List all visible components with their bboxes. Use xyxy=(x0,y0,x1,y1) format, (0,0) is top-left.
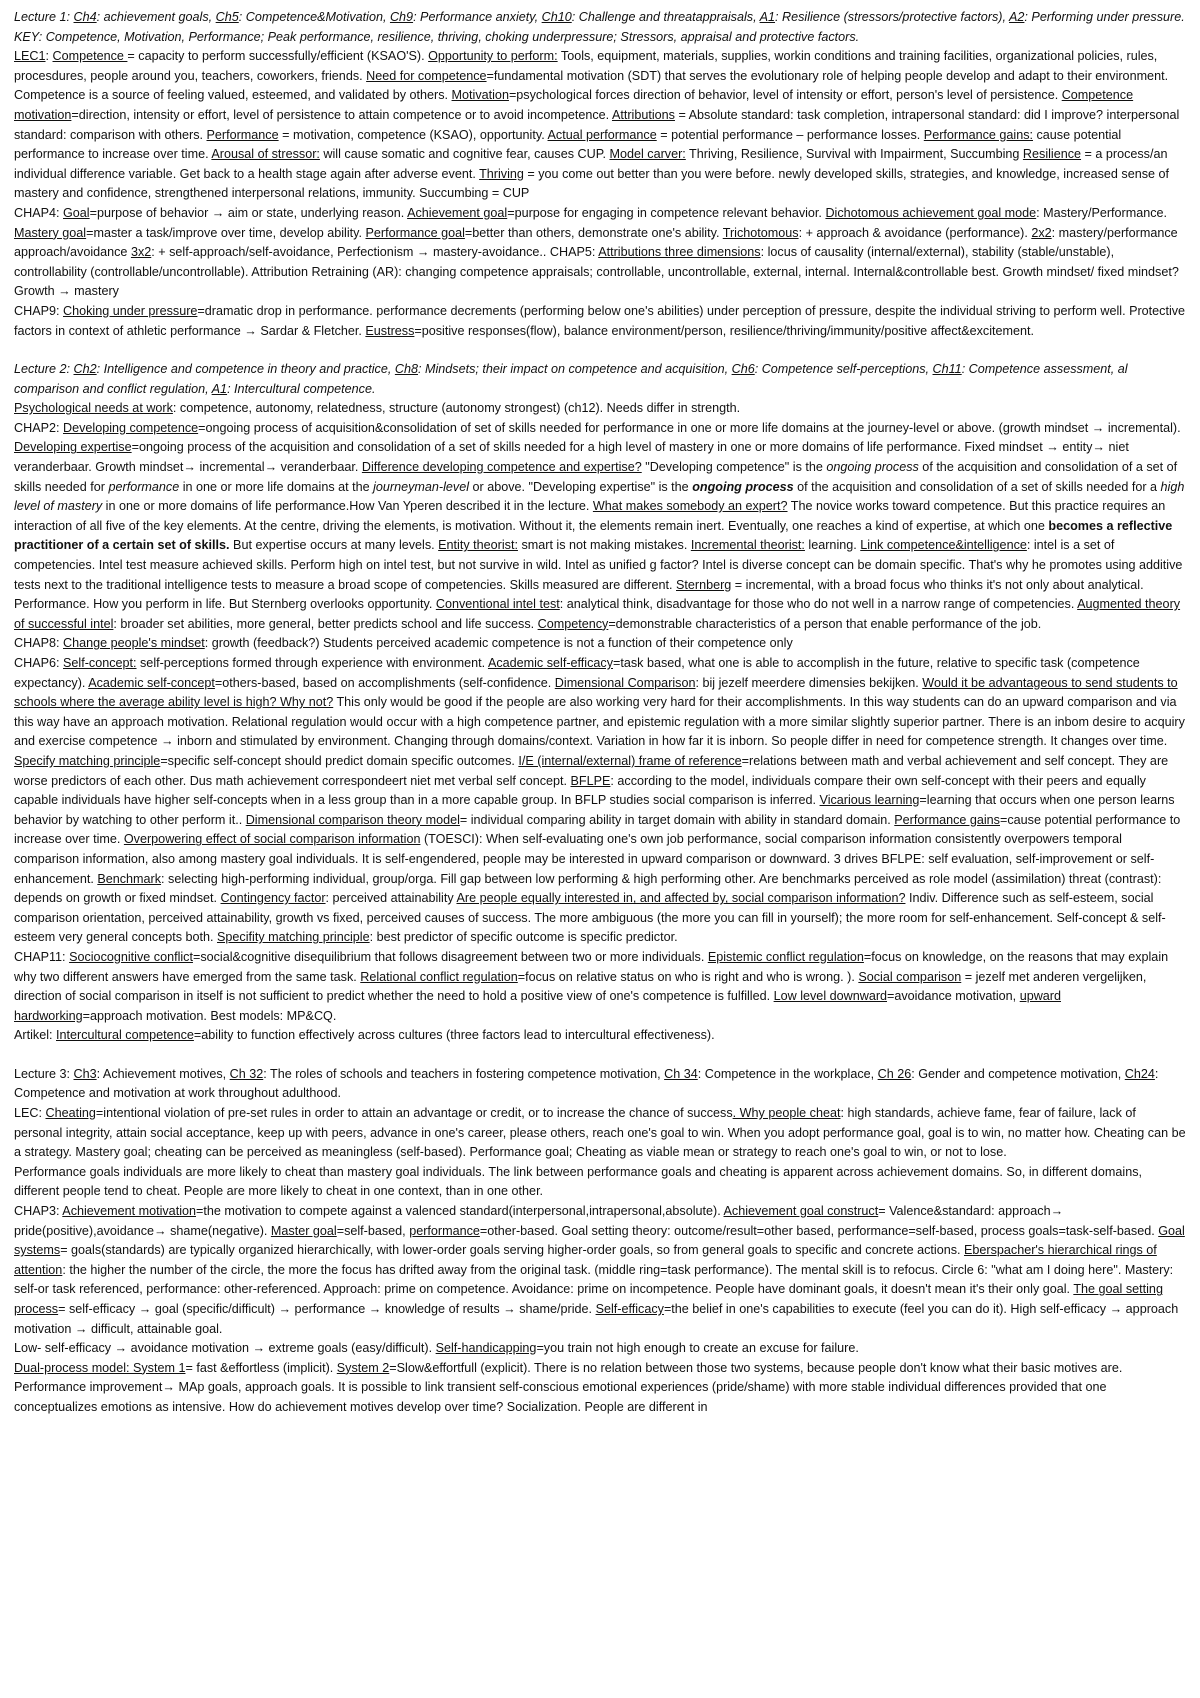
text-run: Specifity matching principle xyxy=(217,930,370,945)
lecture-3-header xyxy=(14,1065,1186,1104)
text-run: = individual comparing ability in target domain with ability in standard domain. xyxy=(459,812,895,827)
text-run: =the belief in one's capabilities to execute (feel you can do it). High self-efficacy → approach motivation → difficult, attainable goal. xyxy=(14,1302,1179,1336)
section-gap xyxy=(14,1046,1186,1065)
text-run: : Intercultural competence. xyxy=(227,381,376,396)
text-run: Epistemic conflict regulation xyxy=(707,949,864,964)
text-run: : Performance anxiety, xyxy=(413,10,542,24)
text-run: Goal xyxy=(63,205,90,220)
text-run: : Competence self-perceptions, xyxy=(754,362,933,377)
text-run: =better than others, demonstrate one's ability. xyxy=(464,225,723,240)
text-run: =avoidance motivation, xyxy=(887,989,1020,1004)
text-run: : perceived attainability xyxy=(325,891,457,906)
text-run: 2x2 xyxy=(1031,225,1052,240)
text-run: Thriving xyxy=(479,166,524,181)
lecture-2-paragraph xyxy=(14,948,1186,1026)
text-run: : bij jezelf meerdere dimensies bekijken. xyxy=(695,675,923,690)
text-run: performance xyxy=(108,479,180,494)
text-run: CHAP9: xyxy=(14,303,63,318)
text-run: =relations between math and verbal achievement and self concept. They are worse predictors of each other. Dus math achievement correspondeert niet met verbal self concept. xyxy=(14,753,1169,788)
text-run: Performance xyxy=(206,127,279,142)
text-run: Ch8 xyxy=(394,362,418,377)
text-run: =other-based. Goal setting theory: outcome/result=other based, performance=self-based, process goals=task-self-based. xyxy=(479,1223,1159,1238)
text-run: Achievement goal construct xyxy=(723,1204,879,1219)
text-run: = Valence&standard: approach→ pride(positive),avoidance→ shame(negative). xyxy=(14,1204,1064,1238)
text-run: CHAP6: xyxy=(14,656,63,670)
text-run: Indiv. Difference such as self-esteem, social comparison orientation, perceived attainability, growth vs fixed, perceived causes of success. The more ambiguous (the more you can fill in yourself); the more room for self-enhancement. Self-concept & self-esteem very general concepts both. xyxy=(14,891,1166,945)
text-run: =purpose for engaging in competence relevant behavior. xyxy=(507,205,826,220)
text-run: Dimensional comparison theory model xyxy=(245,812,460,827)
text-run: : Competence assessment, al comparison and conflict regulation, xyxy=(14,362,1128,396)
text-run: Intercultural competence xyxy=(56,1028,194,1043)
text-run: Model carver: xyxy=(609,147,686,162)
text-run: Ch4 xyxy=(73,10,97,24)
text-run: Performance goals individuals are more likely to cheat than mastery goal individuals. The link between performance goals and cheating is apparent across achievement domains. So, in different domains, different people tend to cheat. People are more likely to cheat in one context, than in one other. xyxy=(14,1164,1142,1199)
text-run: Opportunity to perform: xyxy=(428,49,558,64)
text-run: The goal setting process xyxy=(14,1282,1163,1316)
text-run: : analytical think, disadvantage for those who do not well in a narrow range of competencies. xyxy=(559,597,1078,612)
text-run: Academic self-efficacy xyxy=(487,656,613,670)
text-run: =cause potential performance to increase over time. xyxy=(14,812,1181,847)
text-run: learning. xyxy=(804,538,861,553)
text-run: Need for competence xyxy=(366,68,487,83)
text-run: Sociocognitive conflict xyxy=(69,949,193,964)
lecture-3-section xyxy=(14,1065,1186,1418)
text-run: : xyxy=(66,10,74,24)
text-run: : best predictor of specific outcome is specific predictor. xyxy=(369,930,678,945)
text-run: =ongoing process of the acquisition and consolidation of a set of skills needed for a high level of mastery in one or more domains of life performance. Fixed mindset → entity→ niet veranderbaar. Growth mindset→ incremental→ veranderbaar. xyxy=(14,440,1129,475)
text-run: Dimensional Comparison xyxy=(554,675,696,690)
lecture-2-paragraph xyxy=(14,634,1186,654)
text-run: ongoing process xyxy=(692,479,794,494)
text-run: : xyxy=(66,362,74,377)
text-run: CHAP3: xyxy=(14,1204,63,1219)
text-run: Trichotomous xyxy=(722,225,799,240)
text-run: : the higher the number of the circle, the more the focus has drifted away from the original task. (middle ring=task performance). The mental skill is to refocus. Circle 6: "what am I doing here". Mastery: self-or task referenced, performance: other-referenced. Approach: prime on competence. Avoidance: prime on incompetence. People have dominant goals, it doesn't mean it's their only goal. xyxy=(14,1262,1174,1297)
text-run: =dramatic drop in performance. performance decrements (performing below one's abilities) under perception of pressure, despite the individual striving to perform well. Protective factors in context of athletic performance → Sardar & Fletcher. xyxy=(14,303,1186,338)
text-run: =purpose of behavior → aim or state, underlying reason. xyxy=(89,205,408,220)
lecture-3-paragraph xyxy=(14,1359,1186,1418)
text-run: cause potential performance to increase over time. xyxy=(14,127,1122,162)
text-run: high level of mastery xyxy=(14,479,1185,514)
text-run: BFLPE xyxy=(570,773,611,788)
lecture-1-paragraph xyxy=(14,204,1186,302)
text-run: Conventional intel test xyxy=(435,597,560,612)
lecture-3-paragraph xyxy=(14,1104,1186,1163)
text-run: Ch 34 xyxy=(664,1066,698,1081)
text-run: : + self-approach/self-avoidance, Perfectionism → mastery-avoidance.. CHAP5: xyxy=(151,245,599,260)
text-run: =specific self-concept should predict domain specific outcomes. xyxy=(160,753,519,768)
text-run: Ch6 xyxy=(731,362,755,377)
text-run: : Performing under pressure. KEY: Competence, Motivation, Performance; Peak performance, resilience, thriving, choking underpressure; Stressors, appraisal and protective factors. xyxy=(14,10,1185,44)
text-run: =fundamental motivation (SDT) that serves the evolutionary role of helping people develop and adapt to their environment. Competence is a source of feeling valued, esteemed, and validated by others. xyxy=(14,68,1169,103)
text-run: : Mindsets; their impact on competence and acquisition, xyxy=(417,362,732,377)
text-run: Competence motivation xyxy=(14,88,1134,122)
text-run: Benchmark xyxy=(97,871,162,886)
text-run: =master a task/improve over time, develop ability. xyxy=(86,225,366,240)
text-run: A1 xyxy=(211,381,228,396)
text-run: = incremental, with a broad focus who thinks it's not only about analytical. Performance. How you perform in life. But Sternberg overlooks opportunity. xyxy=(14,577,1144,612)
text-run: = motivation, competence (KSAO), opportunity. xyxy=(278,127,548,142)
text-run: Low- self-efficacy → avoidance motivation → extreme goals (easy/difficult). xyxy=(14,1341,436,1356)
text-run: = capacity to perform successfully/efficient (KSAO'S). xyxy=(127,49,429,64)
text-run: Ch 32 xyxy=(229,1066,264,1081)
text-run: (TOESCI): When self-evaluating one's own job performance, social comparison information consistently overpowers temporal comparison information, also among mastery goal individuals. It is self-engendered, people may be interested in upward comparison or downward. 3 drives BFLPE: self evaluation, self-improvement or self-enhancement. xyxy=(14,832,1155,886)
text-run: CHAP8: xyxy=(14,636,63,651)
text-run: ongoing process xyxy=(826,460,919,475)
text-run: Tools, equipment, materials, supplies, workin conditions and training facilities, organizational policies, rules, procesdures, people around you, teachers, coworkers, friends. xyxy=(14,49,1158,83)
text-run: : Resilience (stressors/protective factors), xyxy=(775,10,1010,24)
text-run: : Competence&Motivation, xyxy=(238,10,390,24)
text-run: Dichotomous achievement goal mode xyxy=(825,205,1037,220)
text-run: Sternberg xyxy=(676,577,732,592)
text-run: : locus of causality (internal/external), stability (stable/unstable), controllability (controllable/uncontrollable). Attribution Retraining (AR): changing competence appraisals; controllable, uncontrollable, external, internal. Internal&controllable best. Growth mindset/ fixed mindset? Growth → mastery xyxy=(14,245,1179,299)
lecture-2-header xyxy=(14,360,1186,399)
text-run: CHAP11: xyxy=(14,949,70,964)
text-run: Resilience xyxy=(1022,147,1082,162)
text-run: This only would be good if the people are also working very hard for their accomplishments. In this way students can do an upward comparison and via this way have an approach motivation. Relational regulation would occur with a high competence partner, and epistemic regulation with a more similar slightly superior partner. There is an inbom desire to acquiry and exercise competence → inborn and stimulated by environment. Changing through domains/context. Variation in how far it is inborn. So people differ in need for competence strength. It changes over time. xyxy=(14,695,1185,749)
text-run: Self-concept: xyxy=(63,656,137,670)
text-run: Actual performance xyxy=(547,127,657,142)
text-run: Performance gains: xyxy=(923,127,1033,142)
text-run: =self-based, xyxy=(336,1223,410,1238)
text-run: Performance goal xyxy=(365,225,465,240)
text-run: = self-efficacy → goal (specific/difficult) → performance → knowledge of results → shame/pride. xyxy=(58,1302,596,1316)
text-run: Lecture 3: xyxy=(14,1066,74,1081)
text-run: Would it be advantageous to send students to schools where the average ability level is high? Why not? xyxy=(14,675,1178,710)
text-run: Master goal xyxy=(270,1223,337,1238)
text-run: System 2 xyxy=(336,1360,390,1375)
text-run: LEC: xyxy=(14,1106,46,1121)
text-run: Choking under pressure xyxy=(63,303,198,318)
text-run: CHAP4: xyxy=(14,205,63,220)
text-run: But expertise occurs at many levels. xyxy=(229,538,439,553)
text-run: : Mastery/Performance. xyxy=(1036,205,1168,220)
text-run: : intel is a set of competencies. Intel test measure achieved skills. Perform high on intel test, but not survive in wild. Intel as unified g factor? Intel is diverse concept can be domain specific. That's why he promotes using additive tests next to the traditional intelligence tests to measure a broad scope of competencies. Skills measured are different. xyxy=(14,538,1183,592)
text-run: A2 xyxy=(1009,10,1025,24)
text-run: : according to the model, individuals compare their own self-concept with their peers and equally capable individuals have higher self-concepts when in a less group than in a more capable group. In BFLP studies social comparison is inferred. xyxy=(14,773,1146,808)
text-run: Ch9 xyxy=(389,10,414,24)
text-run: : xyxy=(45,49,53,64)
text-run: Cheating xyxy=(45,1106,96,1121)
lecture-3-paragraph xyxy=(14,1163,1186,1202)
text-run: Social comparison xyxy=(858,969,962,984)
text-run: =others-based, based on accomplishments (self-confidence. xyxy=(214,675,555,690)
text-run: in one or more life domains at the xyxy=(179,479,374,494)
lecture-2-paragraph xyxy=(14,399,1186,419)
lecture-2-paragraph xyxy=(14,1026,1186,1046)
text-run: =you train not high enough to create an excuse for failure. xyxy=(536,1341,859,1356)
text-run: =learning that occurs when one person learns behavior by watching to other perform it.. xyxy=(14,793,1175,827)
text-run: =approach motivation. Best models: MP&CQ. xyxy=(82,1008,337,1023)
text-run: Arousal of stressor: xyxy=(211,147,320,162)
text-run: Entity theorist: xyxy=(438,538,518,553)
text-run: =intentional violation of pre-set rules in order to attain an advantage or credit, or to increase the chance of success xyxy=(95,1106,733,1121)
text-run: : Competence in the workplace, xyxy=(697,1066,878,1081)
text-run: Dual-process model: System 1 xyxy=(14,1360,186,1375)
text-run: : The roles of schools and teachers in fostering competence motivation, xyxy=(263,1066,665,1081)
text-run: Ch10 xyxy=(541,10,572,24)
text-run: Competence xyxy=(52,49,128,64)
text-run: Attributions three dimensions xyxy=(598,245,761,260)
text-run: becomes a reflective practitioner of a certain set of skills. xyxy=(14,518,1173,553)
text-run: = jezelf met anderen vergelijken, direction of social comparison in itself is not sufficient to predict whether the need to hold a positive view of one's competence is fulfilled. xyxy=(14,969,1147,1004)
text-run: Goal systems xyxy=(14,1223,1185,1258)
text-run: = potential performance – performance losses. xyxy=(656,127,924,142)
lecture-2-section xyxy=(14,360,1186,1046)
text-run: Achievement motivation xyxy=(62,1204,196,1219)
text-run: Attributions xyxy=(611,107,675,122)
text-run: Psychological needs at work xyxy=(14,401,173,416)
text-run: upward hardworking xyxy=(14,989,1061,1023)
text-run: = Absolute standard: task completion, intrapersonal standard: did I improve? interpersonal standard: comparison with others. xyxy=(14,107,1180,142)
text-run: . Why people cheat xyxy=(732,1106,841,1121)
text-run: Difference developing competence and expertise? xyxy=(361,460,642,475)
text-run: =positive responses(flow), balance environment/person, resilience/thriving/immunity/positive affect&excitement. xyxy=(414,323,1034,338)
text-run: Developing expertise xyxy=(14,440,132,455)
text-run: =focus on relative status on who is right and who is wrong. ). xyxy=(517,969,859,984)
text-run: Eustress xyxy=(365,323,415,338)
text-run: Specify matching principle xyxy=(14,753,161,768)
text-run: : Competence and motivation at work throughout adulthood. xyxy=(14,1066,1159,1101)
text-run: = a process/an individual difference variable. Get back to a health stage again after adverse event. xyxy=(14,147,1168,181)
text-run: Are people equally interested in, and affected by, social comparison information? xyxy=(456,891,906,906)
text-run: =ongoing process of acquisition&consolidation of set of skills needed for performance in one or more life domains at the journey-level or above. (growth mindset → incremental). xyxy=(198,420,1181,435)
text-run: Performance gains xyxy=(894,812,1000,827)
text-run: : growth (feedback?) Students perceived academic competence is not a function of their competence only xyxy=(204,636,793,651)
text-run: Ch 26 xyxy=(877,1066,912,1081)
text-run: of the acquisition and consolidation of a set of skills needed for xyxy=(14,460,1178,494)
text-run: Artikel: xyxy=(14,1028,56,1043)
text-run: Augmented theory of successful intel xyxy=(14,597,1181,631)
lecture-2-paragraph xyxy=(14,654,1186,948)
text-run: =direction, intensity or effort, level of persistence to attain competence or to avoid incompetence. xyxy=(71,107,612,122)
text-run: I/E (internal/external) frame of reference xyxy=(518,753,742,768)
section-gap xyxy=(14,341,1186,360)
text-run: Lecture 2 xyxy=(14,362,67,377)
text-run: Ch2 xyxy=(73,362,97,377)
text-run: Thriving, Resilience, Survival with Impairment, Succumbing xyxy=(685,147,1023,162)
text-run: =ability to function effectively across cultures (three factors lead to intercultural effectiveness). xyxy=(193,1028,715,1043)
lecture-1-paragraph xyxy=(14,47,1186,204)
text-run: Lecture 1 xyxy=(14,10,67,24)
lecture-1-paragraph xyxy=(14,302,1186,341)
text-run: The novice works toward competence. But this practice requires an interaction of all five of the key elements. At the centre, driving the elements, is motivation. Without it, the elements remain inert. Eventually, one reaches a kind of expertise, at which one xyxy=(14,499,1166,533)
lecture-2-paragraph xyxy=(14,419,1186,635)
text-run: : selecting high-performing individual, group/orga. Fill gap between low performing & high performing other. Are benchmarks perceived as role model (assimilation) threat (contrast): depends on growth or fixed mindset. xyxy=(14,871,1162,906)
text-run: =focus on knowledge, on the reasons that may explain why two different answers have emerged from the same task. xyxy=(14,949,1169,984)
text-run: "Developing competence" is the xyxy=(641,460,827,475)
text-run: A1 xyxy=(759,10,776,24)
text-run: Incremental theorist: xyxy=(690,538,805,553)
text-run: will cause somatic and cognitive fear, causes CUP. xyxy=(319,147,610,162)
text-run: =the motivation to compete against a valenced standard(interpersonal,intrapersonal,absolute). xyxy=(196,1204,724,1219)
text-run: : mastery/performance approach/avoidance xyxy=(14,225,1178,260)
text-run: Ch24 xyxy=(1124,1066,1155,1081)
text-run: : broader set abilities, more general, better predicts school and life success. xyxy=(113,616,538,631)
text-run: =psychological forces direction of behavior, level of intensity or effort, person's level of persistence. xyxy=(508,88,1062,103)
text-run: Link competence&intelligence xyxy=(860,538,1027,553)
text-run: in one or more domains of life performance.How Van Yperen described it in the lecture. xyxy=(102,499,593,514)
text-run: : Intelligence and competence in theory and practice, xyxy=(96,362,395,377)
text-run: : high standards, achieve fame, fear of failure, lack of personal integrity, attain social acceptance, keep up with peers, advance in one's career, please others, reach one's goal to win. When you adopt performance goal, goal is to win, no matter how. Cheating can be a strategy. Mastery goal; cheating can be perceived as meaningless (self-based). Performance goal; Cheating as viable mean or strategy to reach one's goal to win, or not to lose. xyxy=(14,1106,1186,1160)
text-run: Motivation xyxy=(451,88,509,103)
text-run: =demonstrable characteristics of a person that enable performance of the job. xyxy=(608,616,1042,631)
text-run: Developing competence xyxy=(63,420,199,435)
text-run: : Achievement motives, xyxy=(96,1066,230,1081)
text-run: Ch3 xyxy=(73,1066,97,1081)
text-run: Achievement goal xyxy=(407,205,508,220)
text-run: =Slow&effortfull (explicit). There is no relation between those two systems, because people don't know what their basic motives are. Performance improvement→ MAp goals, approach goals. It is possible to link transient self-conscious emotional experiences (pride/shame) with more stable individual differences provided that one conceptualizes emotions as intensive. How do achievement motives develop over time? Socialization. People are different in xyxy=(14,1360,1123,1414)
text-run: Self-efficacy xyxy=(595,1302,664,1316)
text-run: performance xyxy=(409,1223,480,1238)
text-run: =social&cognitive disequilibrium that follows disagreement between two or more individuals. xyxy=(192,949,708,964)
text-run: Mastery goal xyxy=(14,225,87,240)
text-run: =task based, what one is able to accomplish in the future, relative to specific task (competence expectancy). xyxy=(14,656,1140,690)
text-run: smart is not making mistakes. xyxy=(517,538,691,553)
text-run: 3x2 xyxy=(130,245,152,260)
text-run: : Challenge and threatappraisals, xyxy=(571,10,760,24)
text-run: Ch11 xyxy=(932,362,962,377)
text-run: Change people's mindset xyxy=(63,636,205,651)
text-run: Relational conflict regulation xyxy=(360,969,518,984)
lecture-1-section xyxy=(14,8,1186,341)
text-run: : Gender and competence motivation, xyxy=(911,1066,1125,1081)
text-run: = fast &effortless (implicit). xyxy=(185,1360,337,1375)
text-run: : competence, autonomy, relatedness, structure (autonomy strongest) (ch12). Needs differ in strength. xyxy=(172,401,741,416)
lecture-3-paragraph xyxy=(14,1339,1186,1359)
text-run: LEC1 xyxy=(14,49,46,64)
text-run: Ch5 xyxy=(215,10,239,24)
text-run: : + approach & avoidance (performance). xyxy=(798,225,1032,240)
text-run: Contingency factor xyxy=(220,891,326,906)
text-run: Eberspacher's hierarchical rings of attention xyxy=(14,1243,1157,1277)
text-run: self-perceptions formed through experience with environment. xyxy=(136,656,488,670)
text-run: Overpowering effect of social comparison information xyxy=(123,832,421,847)
text-run: What makes somebody an expert? xyxy=(592,499,788,514)
text-run: CHAP2: xyxy=(14,420,63,435)
text-run: = you come out better than you were before. newly developed skills, strategies, and knowledge, increased sense of mastery and confidence, strengthened interpersonal relations, immunity. Succumbing = CUP xyxy=(14,166,1170,201)
text-run: or above. "Developing expertise" is the xyxy=(469,479,693,494)
text-run: of the acquisition and consolidation of a set of skills needed for a xyxy=(793,479,1161,494)
text-run: : achievement goals, xyxy=(96,10,216,24)
text-run: Low level downward xyxy=(773,989,888,1004)
text-run: Vicarious learning xyxy=(819,793,920,808)
text-run: Competency xyxy=(537,616,609,631)
lecture-3-paragraph xyxy=(14,1202,1186,1339)
text-run: = goals(standards) are typically organized hierarchically, with lower-order goals serving higher-order goals, so from general goals to specific and concrete actions. xyxy=(60,1243,964,1258)
text-run: journeyman-level xyxy=(373,479,470,494)
text-run: Academic self-concept xyxy=(88,675,215,690)
lecture-1-header xyxy=(14,8,1186,47)
text-run: Self-handicapping xyxy=(435,1341,537,1356)
